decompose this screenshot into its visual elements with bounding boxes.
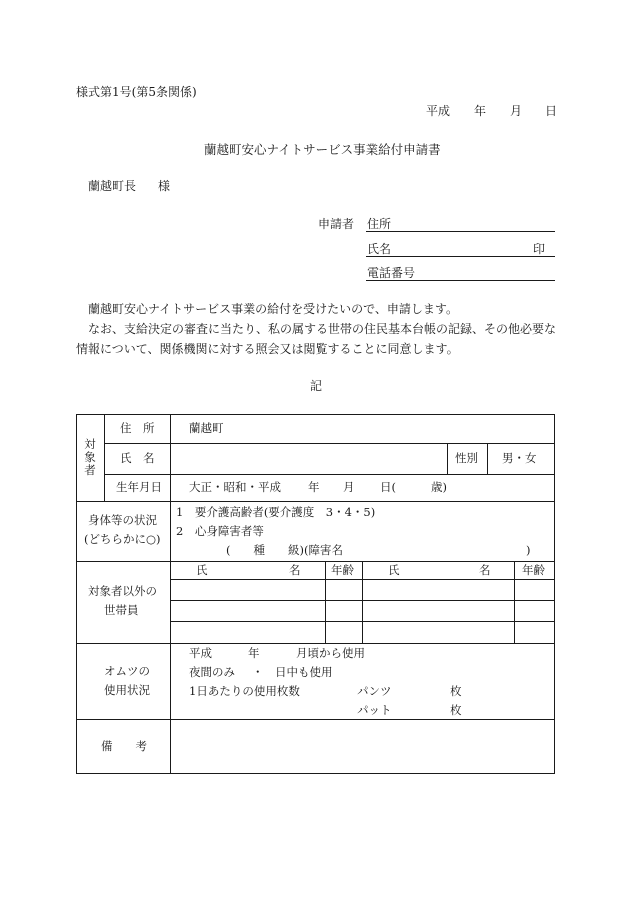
- sex-options[interactable]: 男・女: [502, 451, 537, 465]
- household-col-age-2: 年齢: [522, 563, 545, 577]
- ki-heading: 記: [310, 379, 323, 393]
- household-label-2: 世帯員: [104, 603, 139, 617]
- body-paragraph-2-line-2: 情報について、関係機関に対する照会又は閲覧することに同意します。: [76, 342, 459, 356]
- condition-option-2-detail: ( 種 級)(障害名: [226, 543, 343, 557]
- diaper-separator: ・: [252, 665, 264, 679]
- date-day: 日: [545, 104, 558, 118]
- form-number: 様式第1号(第5条関係): [76, 85, 197, 99]
- diaper-pad: パット: [357, 703, 392, 717]
- phone-label: 電話番号: [367, 266, 416, 280]
- birth-age: 歳): [431, 480, 447, 494]
- date-year: 年: [474, 104, 487, 118]
- diaper-per-day: 1日あたりの使用枚数: [189, 684, 300, 698]
- condition-label-2: (どちらかに○): [84, 532, 161, 546]
- remarks-label: 備 考: [101, 739, 147, 753]
- addressee-honorific: 様: [158, 179, 171, 193]
- diaper-since: 月頃から使用: [296, 646, 365, 660]
- household-col-surname: 氏: [196, 563, 208, 577]
- seal-mark: 印: [533, 242, 546, 256]
- addressee-name: 蘭越町長: [88, 179, 137, 193]
- subject-label: 対象者: [84, 437, 96, 477]
- address-label: 住所: [367, 217, 392, 231]
- household-col-age: 年齢: [331, 563, 354, 577]
- diaper-year: 年: [248, 646, 260, 660]
- birth-eras[interactable]: 大正・昭和・平成: [189, 480, 281, 494]
- household-col-surname-2: 氏: [388, 563, 400, 577]
- birth-year: 年: [308, 480, 320, 494]
- condition-label-1: 身体等の状況: [88, 513, 157, 527]
- condition-option-1[interactable]: 1 要介護高齢者(要介護度 3・4・5): [176, 505, 376, 519]
- date-month: 月: [510, 104, 523, 118]
- document-title: 蘭越町安心ナイトサービス事業給付申請書: [204, 142, 441, 157]
- name-label: 氏名: [367, 242, 392, 256]
- body-paragraph-1: 蘭越町安心ナイトサービス事業の給付を受けたいので、申請します。: [88, 302, 458, 316]
- diaper-pants: パンツ: [357, 684, 392, 698]
- diaper-day-also[interactable]: 日中も使用: [275, 665, 333, 679]
- birth-month: 月: [343, 480, 355, 494]
- diaper-label-2: 使用状況: [104, 683, 150, 697]
- household-col-given: 名: [289, 563, 301, 577]
- phone-field[interactable]: [366, 280, 555, 281]
- household-col-given-2: 名: [479, 563, 491, 577]
- name-row-label: 氏 名: [120, 451, 155, 465]
- date-era: 平成: [426, 104, 451, 118]
- applicant-label: 申請者: [318, 217, 355, 231]
- condition-option-2[interactable]: 2 心身障害者等: [176, 524, 264, 538]
- diaper-pants-unit: 枚: [450, 684, 462, 698]
- diaper-label-1: オムツの: [104, 664, 150, 678]
- condition-option-2-close: ): [526, 543, 531, 557]
- name-field[interactable]: [366, 256, 555, 257]
- address-row-label: 住 所: [120, 421, 155, 435]
- diaper-night-only[interactable]: 夜間のみ: [189, 665, 235, 679]
- address-row-value: 蘭越町: [189, 421, 224, 435]
- birth-label: 生年月日: [116, 480, 162, 494]
- household-label-1: 対象者以外の: [88, 584, 157, 598]
- body-paragraph-2-line-1: なお、支給決定の審査に当たり、私の属する世帯の住民基本台帳の記録、その他必要な: [88, 322, 557, 336]
- diaper-era: 平成: [189, 646, 212, 660]
- diaper-pad-unit: 枚: [450, 703, 462, 717]
- birth-day: 日(: [380, 480, 396, 494]
- address-field[interactable]: [366, 231, 555, 232]
- sex-label: 性別: [455, 451, 478, 465]
